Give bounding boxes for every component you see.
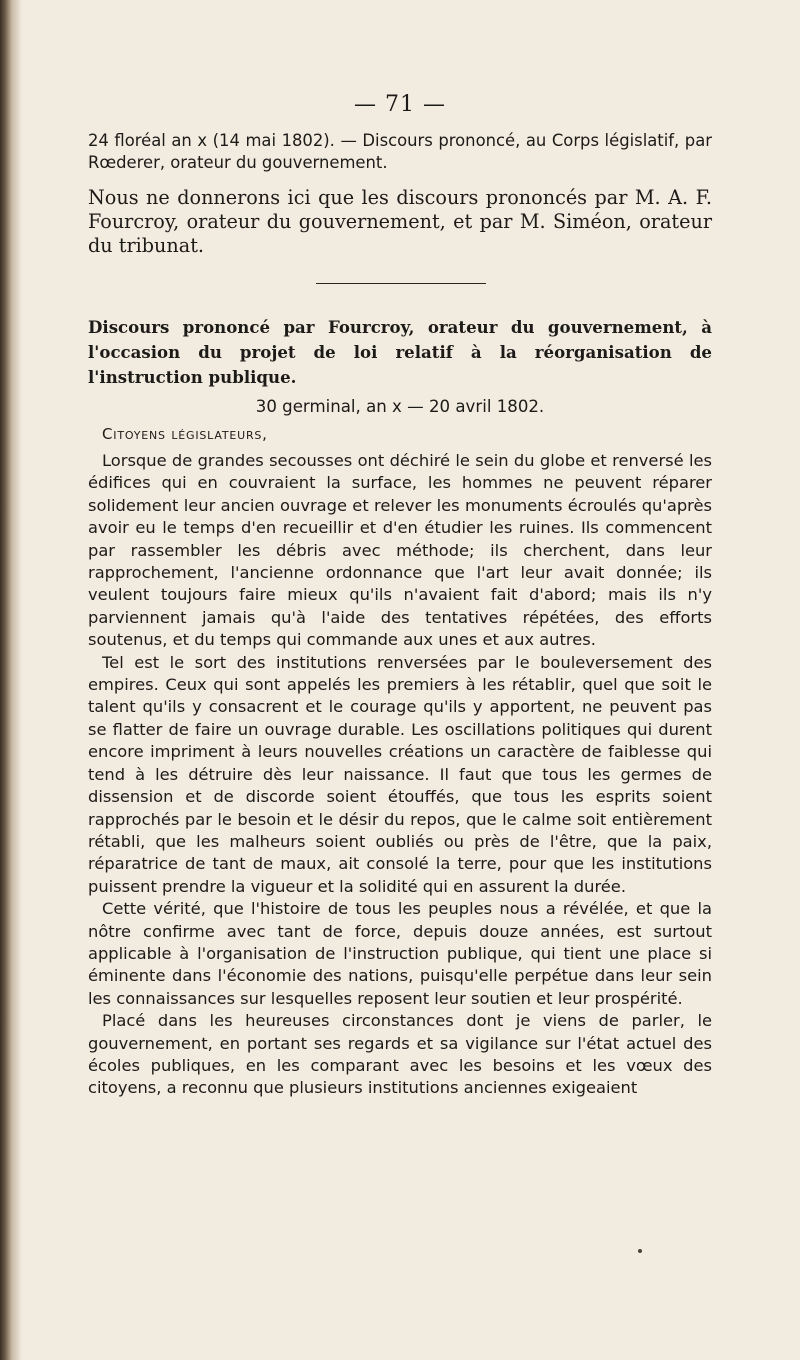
lead-paragraph: Nous ne donnerons ici que les discours prononcés par M. A. F. Fourcroy, orateur du gouvernement, et par M. Siméon, orateur du tribunat. xyxy=(88,186,712,257)
body-paragraph: Cette vérité, que l'histoire de tous les peuples nous a révélée, et que la nôtre confirme avec tant de force, depuis douze années, est surtout applicable à l'organisation de l'instruction publique, qui tient une place si éminente dans l'économie des nations, puisqu'elle perpétue dans leur sein les connaissances sur lesquelles reposent leur soutien et leur prospérité. xyxy=(88,899,712,1008)
body-paragraph: Tel est le sort des institutions renversées par le bouleversement des empires. Ceux qui sont appelés les premiers à les rétablir, quel que soit le talent qu'ils y consacrent et le courage qu'ils y apportent, ne peuvent pas se flatter de faire un ouvrage durable. Les oscillations politiques qui durent encore impriment à leurs nouvelles créations un caractère de faiblesse qui tend à les détruire dès leur naissance. Il faut que tous les germes de dissension et de discorde soient étouffés, que tous les esprits soient rapprochés par le besoin et le désir du repos, que le calme soit entièrement rétabli, que les malheurs soient oubliés ou près de l'être, que la paix, réparatrice de tant de maux, ait consolé la terre, pour que les institutions puissent prendre la vigueur et la solidité qui en assurent la durée. xyxy=(88,652,712,896)
body-paragraph: Lorsque de grandes secousses ont déchiré le sein du globe et renversé les édifices qui en couvraient la surface, les hommes ne peuvent réparer solidement leur ancien ouvrage et relever les monuments écroulés qu'après avoir eu le temps d'en recueillir et d'en étudier les ruines. Ils commencent par rassembler les débris avec méthode; ils cherchent, dans leur rapprochement, l'ancienne ordonnance que l'art leur avait donnée; ils veulent toujours faire mieux qu'ils n'avaient fait d'abord; mais ils n'y parviennent jamais qu'à l'aide des tentatives répétées, des efforts soutenus, et du temps qui commande aux unes et aux autres. xyxy=(88,451,712,650)
binding-edge xyxy=(0,0,22,1360)
body-paragraph: Placé dans les heureuses circonstances dont je viens de parler, le gouvernement, en portant ses regards et sa vigilance sur l'état actuel des écoles publiques, en les comparant avec les besoins et les vœux des citoyens, a reconnu que plusieurs institutions anciennes exigeaient xyxy=(88,1011,712,1098)
speech-body xyxy=(88,450,712,1100)
speech-date: 30 germinal, an x — 20 avril 1802. xyxy=(255,397,545,416)
salutation: Citoyens législateurs, xyxy=(102,425,268,443)
section-divider xyxy=(316,283,486,284)
speech-heading: Discours prononcé par Fourcroy, orateur du gouvernement, à l'occasion du projet de loi relatif à la réorganisation de l'instruction publique. xyxy=(88,317,712,387)
ink-speck xyxy=(638,1249,642,1253)
intro-note: 24 floréal an x (14 mai 1802). — Discours prononcé, au Corps législatif, par Rœderer, orateur du gouvernement. xyxy=(88,131,712,172)
page-number: — 71 — xyxy=(354,92,446,117)
